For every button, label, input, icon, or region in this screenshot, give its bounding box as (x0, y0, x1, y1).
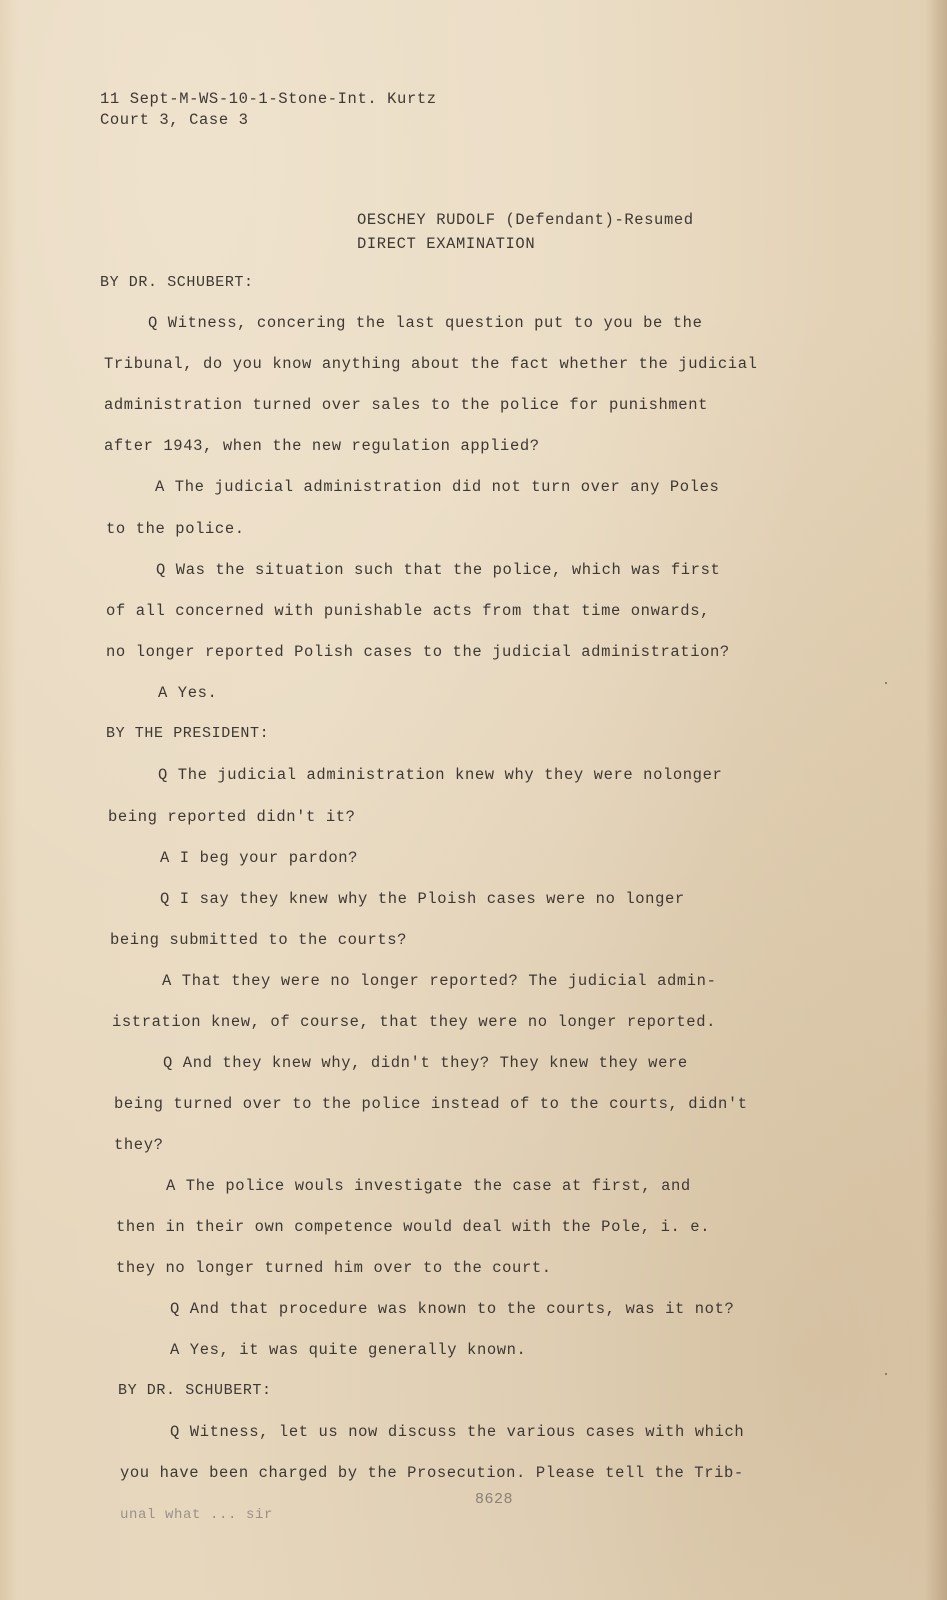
speaker-heading: BY DR. SCHUBERT: (118, 1382, 272, 1399)
transcript-line: A Yes, it was quite generally known. (170, 1341, 527, 1359)
transcript-line: Q And they knew why, didn't they? They knew they were (163, 1054, 688, 1072)
transcript-line: being reported didn't it? (108, 808, 356, 826)
transcript-line: Q Was the situation such that the police, which was first (156, 561, 721, 579)
transcript-line: A The police wouls investigate the case at first, and (166, 1177, 691, 1195)
transcript-line: Q And that procedure was known to the courts, was it not? (170, 1300, 735, 1318)
speaker-heading: BY DR. SCHUBERT: (100, 274, 254, 291)
transcript-line: A The judicial administration did not turn over any Poles (155, 478, 720, 496)
transcript-line: administration turned over sales to the police for punishment (104, 396, 708, 414)
paper-speck (885, 682, 887, 684)
transcript-line: to the police. (106, 520, 245, 538)
transcript-line-faint: unal what ... sir (120, 1507, 274, 1523)
speaker-heading: BY THE PRESIDENT: (106, 725, 270, 742)
transcript-line: after 1943, when the new regulation applied? (104, 437, 540, 455)
transcript-line: Q Witness, concering the last question put to you be the (148, 314, 703, 332)
transcript-line: they no longer turned him over to the court. (116, 1259, 552, 1277)
transcript-line: istration knew, of course, that they were no longer reported. (112, 1013, 716, 1031)
transcript-line: Q Witness, let us now discuss the various cases with which (170, 1423, 745, 1441)
page-edge-shadow (925, 0, 947, 1600)
paper-speck (885, 1373, 887, 1375)
transcript-line: Q I say they knew why the Ploish cases were no longer (160, 890, 685, 908)
header-line-1: 11 Sept-M-WS-10-1-Stone-Int. Kurtz (100, 90, 437, 108)
title-line-1: OESCHEY RUDOLF (Defendant)-Resumed (357, 211, 694, 229)
transcript-line: of all concerned with punishable acts from that time onwards, (106, 602, 710, 620)
transcript-line: Q The judicial administration knew why they were nolonger (158, 766, 723, 784)
transcript-line: A That they were no longer reported? The judicial admin- (162, 972, 717, 990)
transcript-line: A I beg your pardon? (160, 849, 359, 867)
transcript-line: no longer reported Polish cases to the judicial administration? (106, 643, 730, 661)
page-number: 8628 (475, 1491, 514, 1508)
transcript-line: A Yes. (158, 684, 218, 702)
transcript-line: Tribunal, do you know anything about the fact whether the judicial (104, 355, 758, 373)
transcript-line: being submitted to the courts? (110, 931, 408, 949)
transcript-line: being turned over to the police instead of to the courts, didn't (114, 1095, 748, 1113)
transcript-line: you have been charged by the Prosecution. Please tell the Trib- (120, 1464, 744, 1482)
transcript-line: they? (114, 1136, 164, 1154)
transcript-line: then in their own competence would deal with the Pole, i. e. (116, 1218, 711, 1236)
header-line-2: Court 3, Case 3 (100, 111, 249, 129)
title-line-2: DIRECT EXAMINATION (357, 235, 536, 253)
